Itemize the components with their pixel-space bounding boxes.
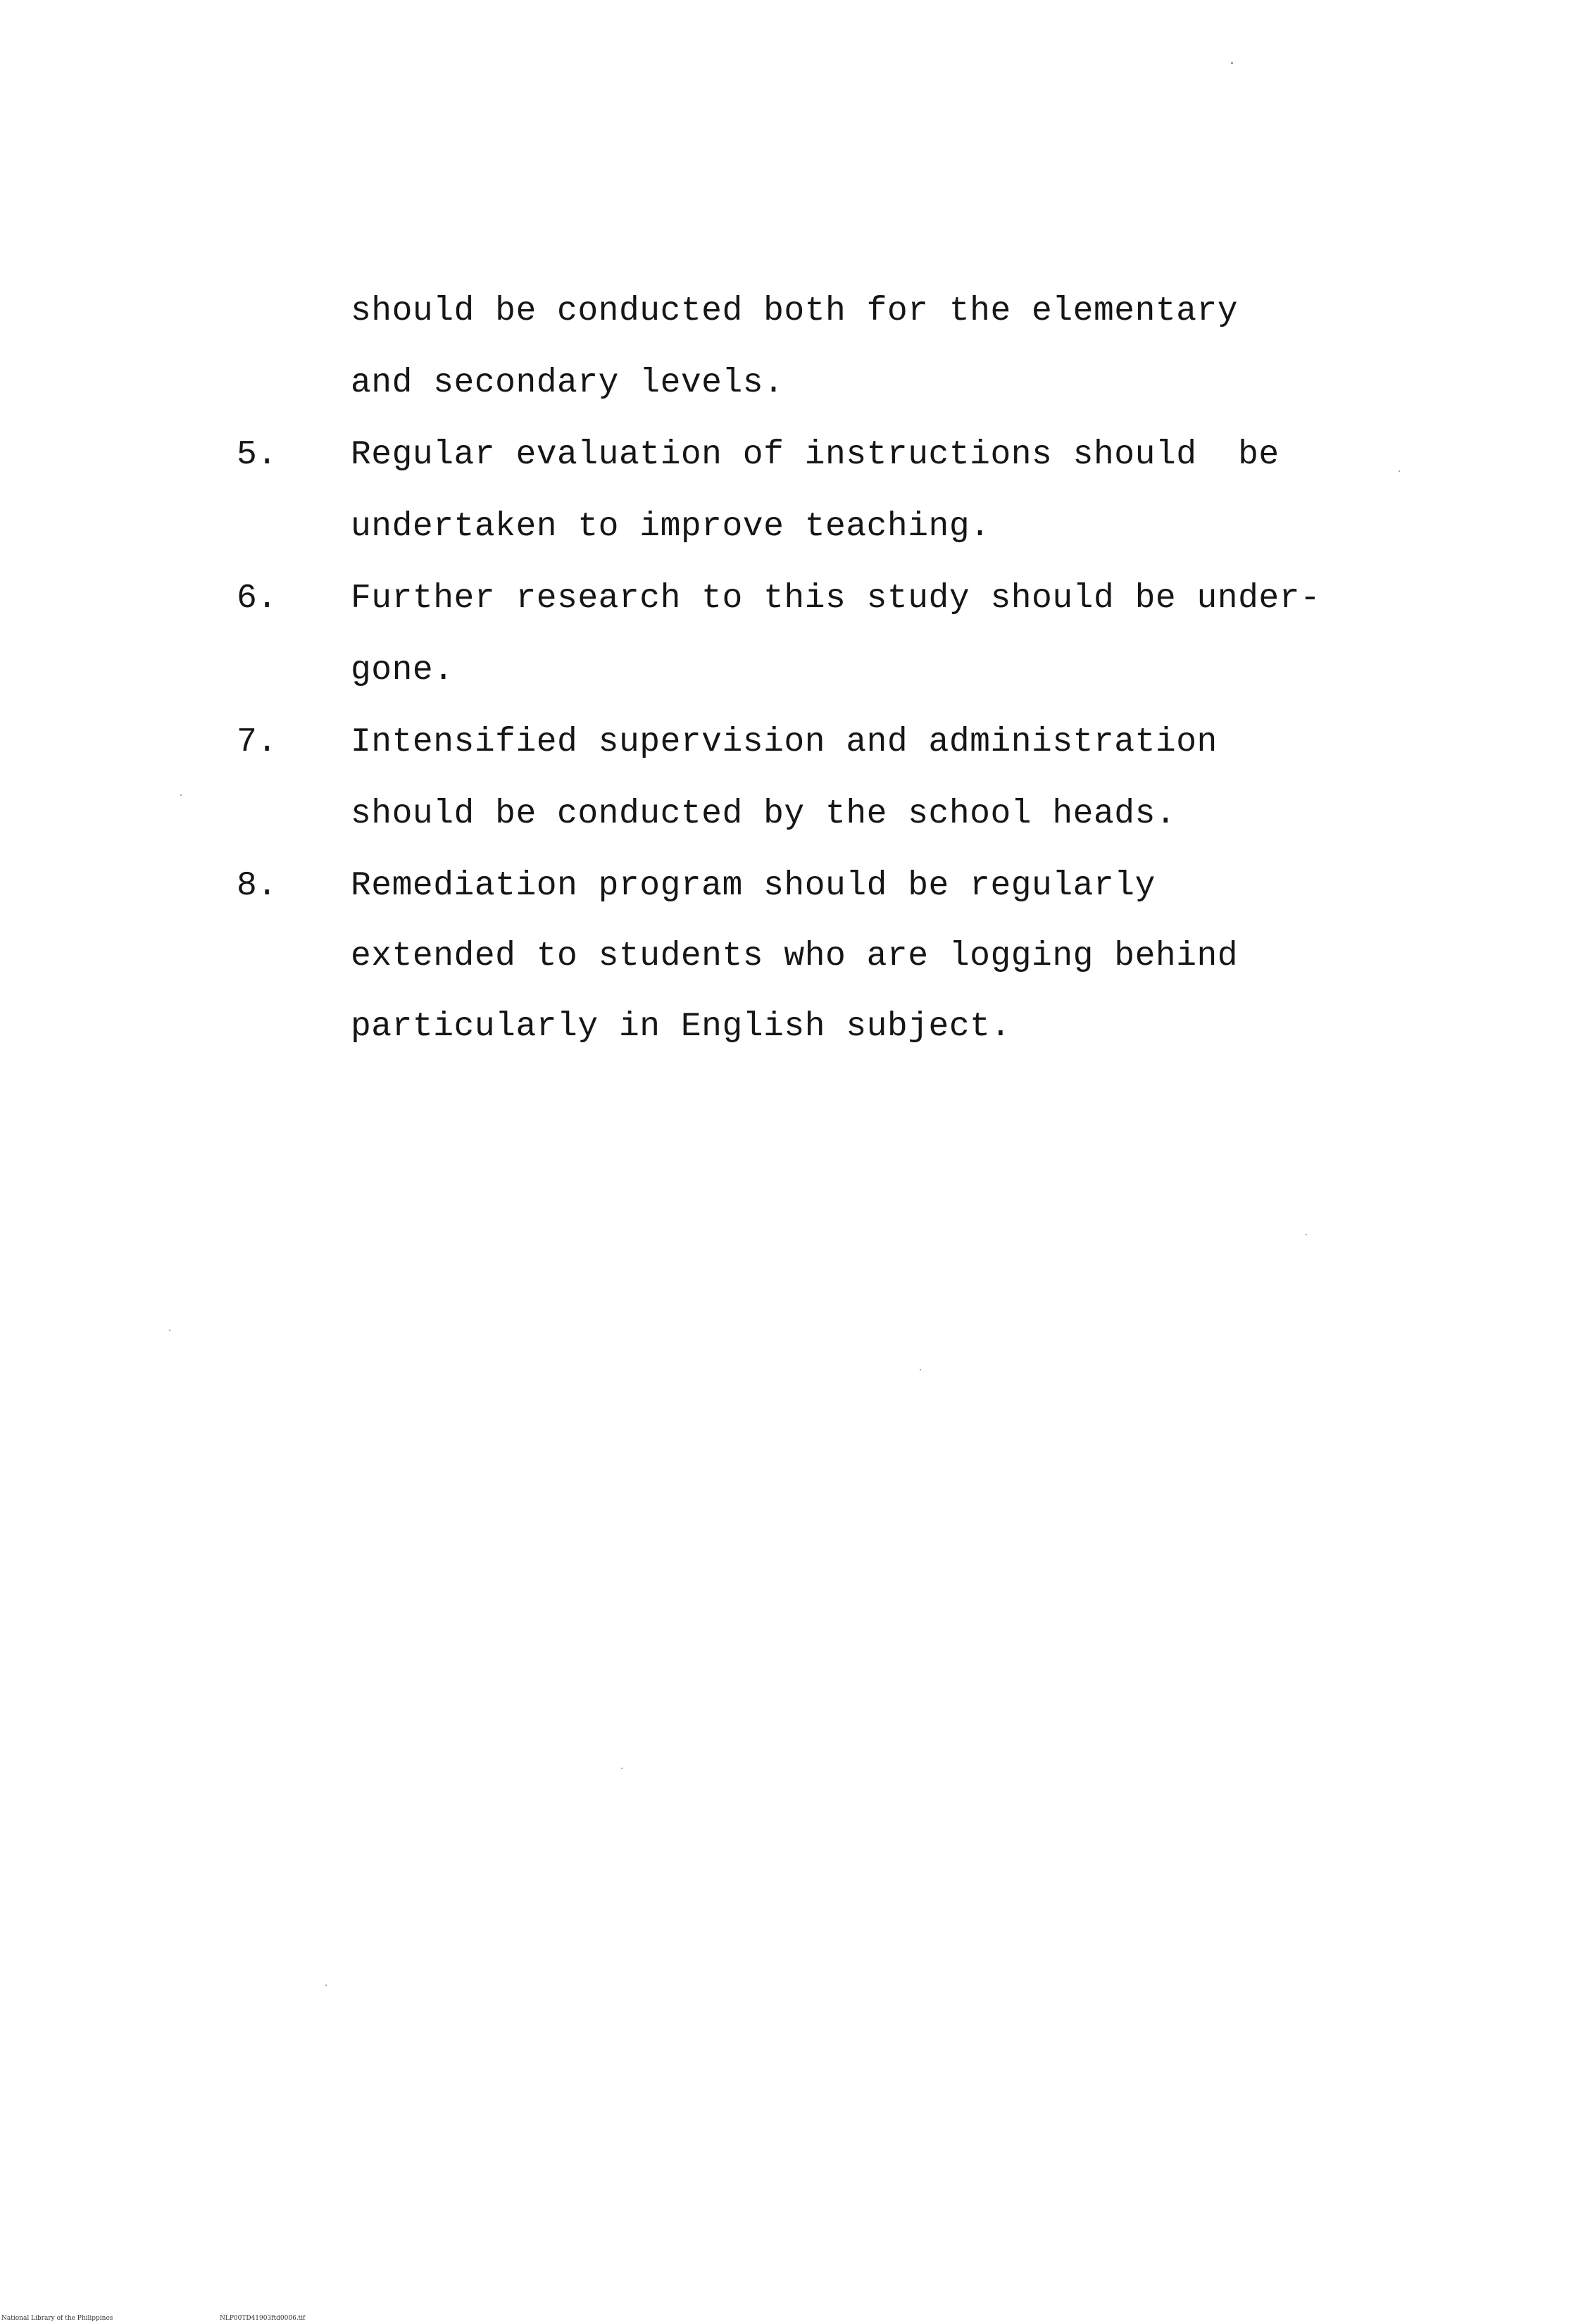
item-text-line: extended to students who are logging behind <box>351 937 1239 975</box>
scan-speck <box>1306 1234 1307 1235</box>
scan-speck <box>1231 62 1233 64</box>
item-text-line: Intensified supervision and administration <box>351 723 1218 761</box>
item-number: 6. <box>237 580 277 618</box>
item-text-line: Remediation program should be regularly <box>351 867 1156 905</box>
item-text-line: Further research to this study should be under- <box>351 580 1321 618</box>
item-text-line: Regular evaluation of instructions should be <box>351 436 1280 474</box>
item-number: 8. <box>237 867 277 905</box>
footer-filename: NLP00TD41903ftd0006.tif <box>220 2315 306 2322</box>
item-number: 7. <box>237 723 277 761</box>
scan-speck <box>180 794 182 796</box>
item-text-line: undertaken to improve teaching. <box>351 508 991 546</box>
scan-speck <box>325 1985 327 1986</box>
footer-library-name: National Library of the Philippines <box>1 2315 113 2322</box>
continuation-line: and secondary levels. <box>351 364 784 402</box>
continuation-line: should be conducted both for the elementary <box>351 292 1239 330</box>
scan-speck <box>920 1369 921 1370</box>
item-number: 5. <box>237 436 277 474</box>
scan-speck <box>1399 470 1400 472</box>
item-text-line: gone. <box>351 651 454 689</box>
item-text-line: should be conducted by the school heads. <box>351 795 1177 833</box>
item-text-line: particularly in English subject. <box>351 1008 1011 1046</box>
scan-speck <box>169 1330 170 1331</box>
scan-speck <box>621 1768 623 1769</box>
